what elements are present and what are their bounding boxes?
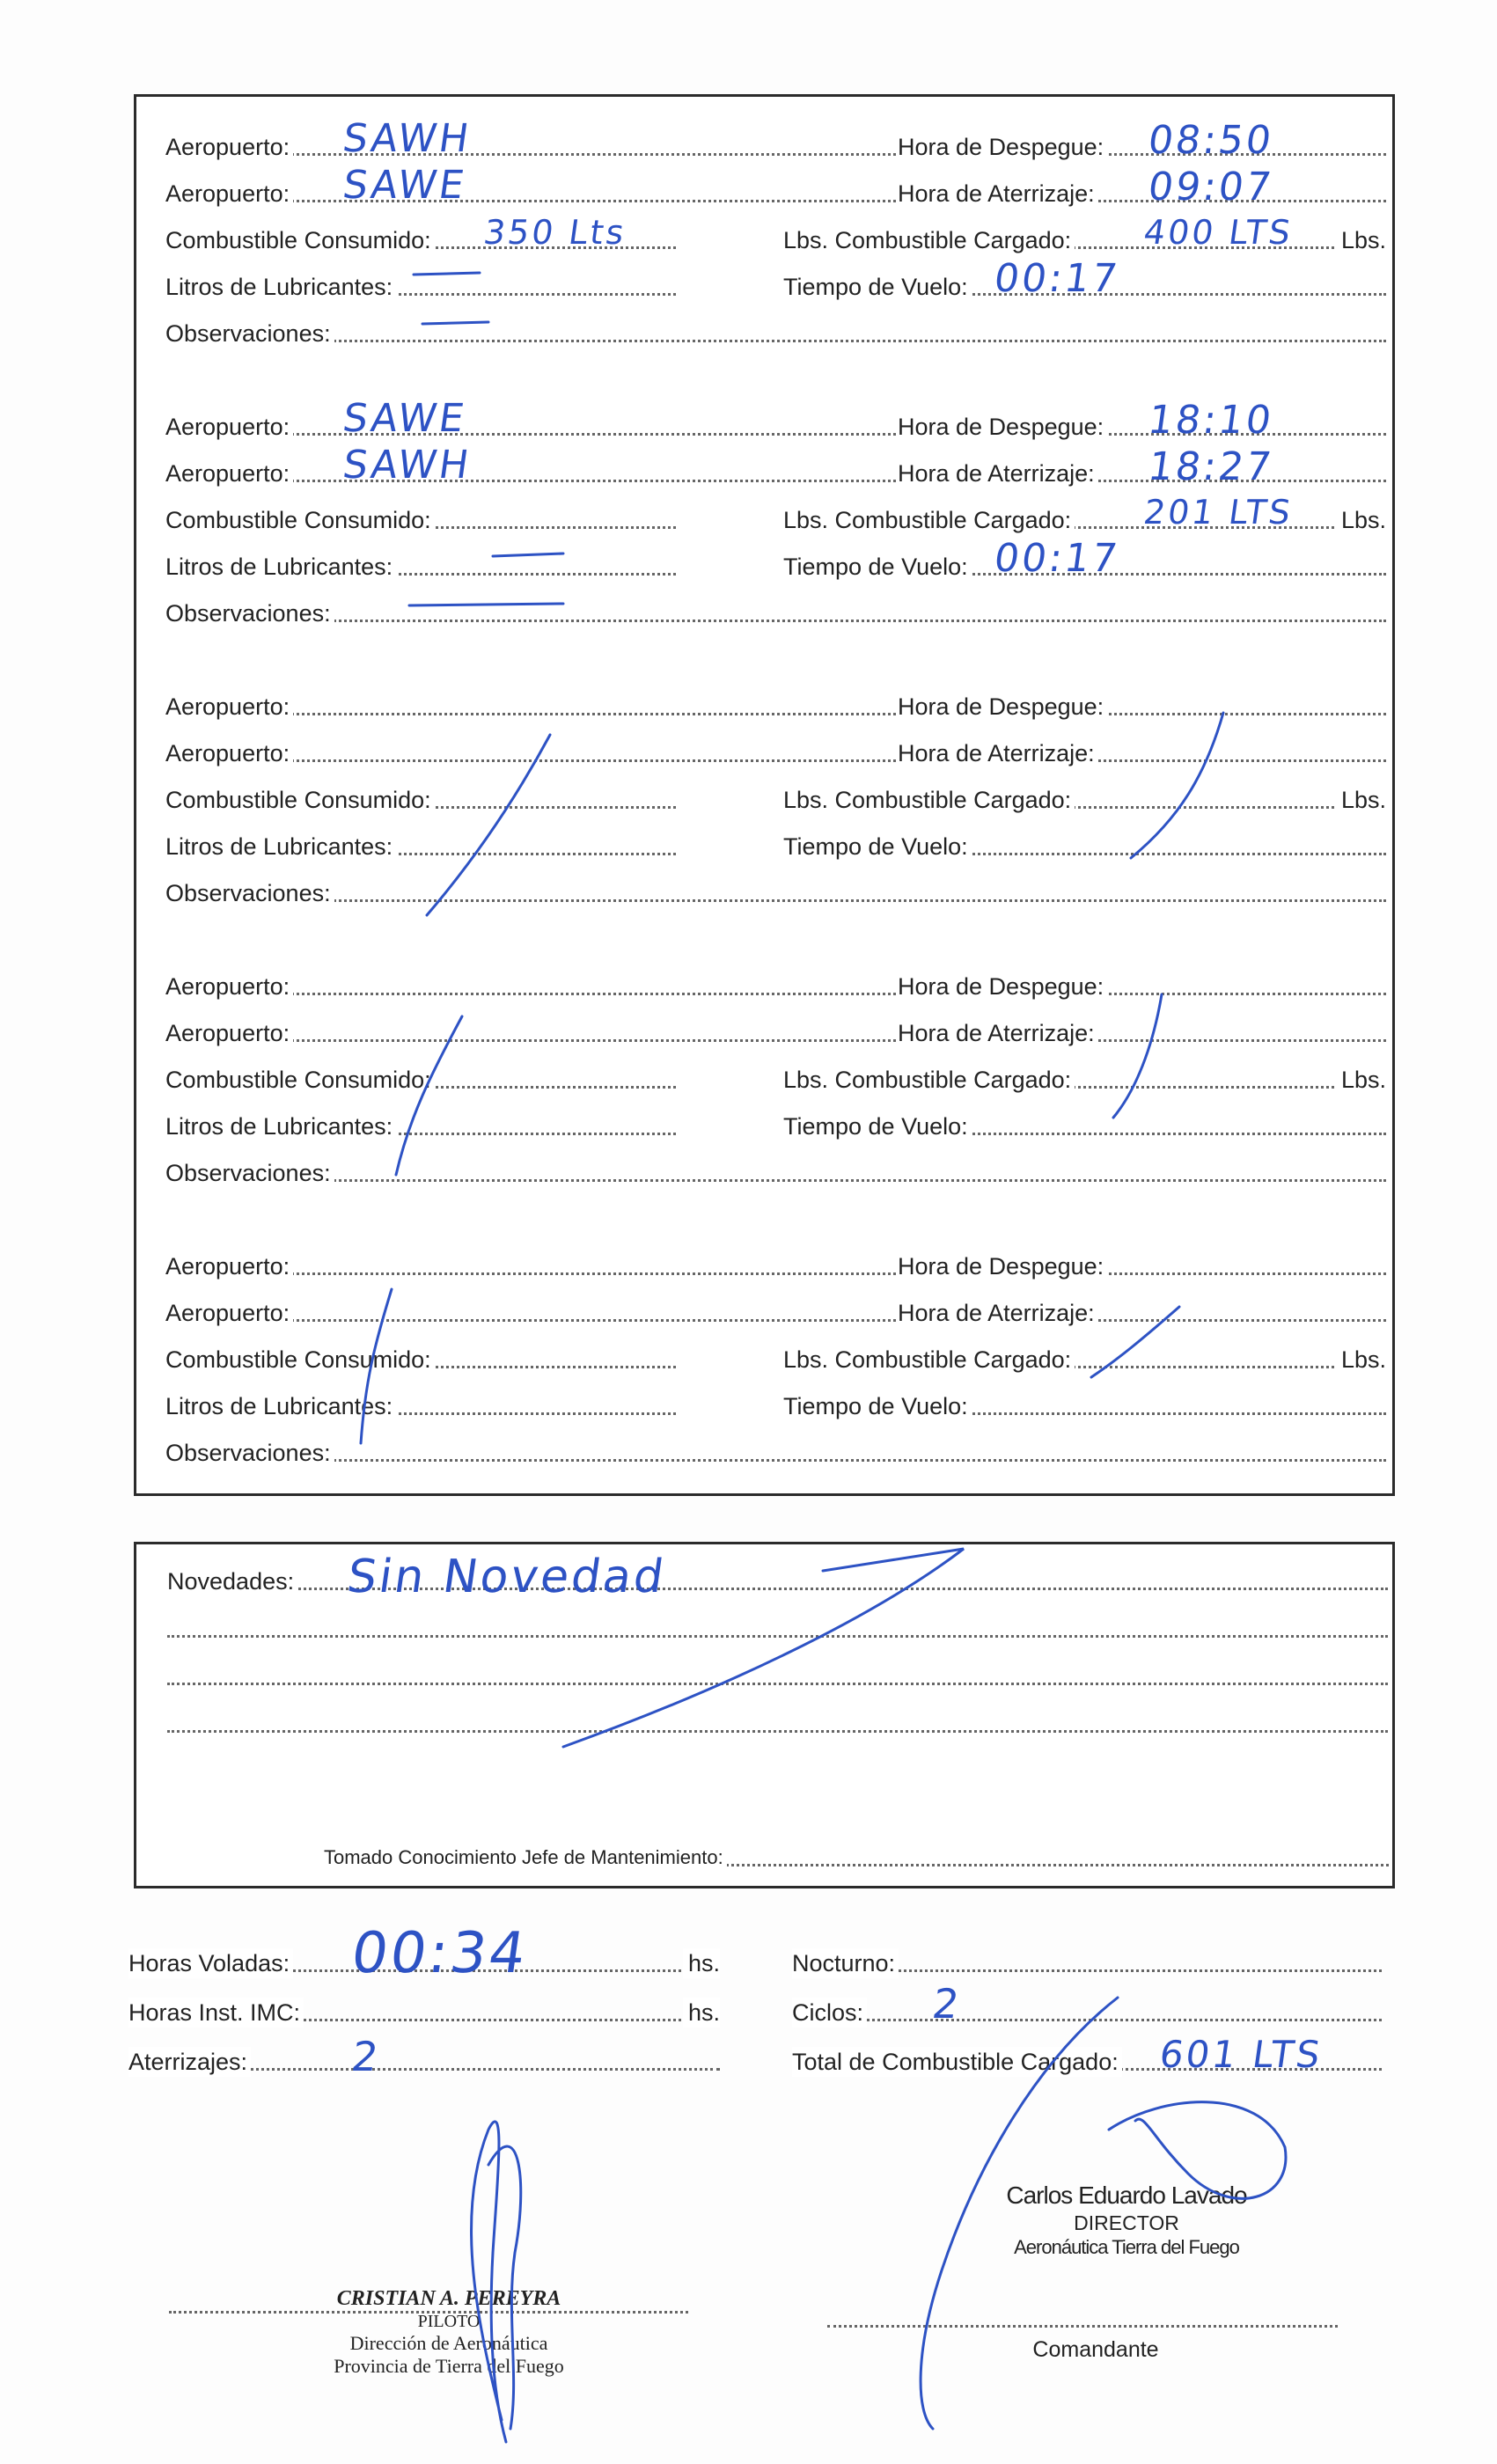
flight-time-field[interactable]: Tiempo de Vuelo: — [783, 832, 1386, 862]
novedades-value: Sin Novedad — [343, 1551, 670, 1603]
airport-2-field[interactable]: Aeropuerto: — [165, 738, 896, 768]
director-stamp — [959, 2181, 1294, 2260]
lubricants-field[interactable]: Litros de Lubricantes: — [165, 272, 676, 302]
fuel-consumed-field[interactable]: Combustible Consumido: — [165, 225, 676, 255]
takeoff-field[interactable]: Hora de Despegue: — [898, 412, 1386, 442]
observations-field[interactable]: Observaciones: — [165, 319, 1386, 348]
airport-1-field[interactable]: Aeropuerto: — [165, 412, 896, 442]
landing-value: 18:27 — [1145, 444, 1277, 489]
lubricants-field[interactable]: Litros de Lubricantes: — [165, 832, 676, 862]
fuel-loaded-field[interactable]: Lbs. Combustible Cargado: Lbs. — [783, 1346, 1386, 1373]
fuel-consumed-field[interactable]: Combustible Consumido: — [165, 505, 676, 535]
fuel-consumed-field[interactable]: Combustible Consumido: — [165, 1345, 676, 1375]
cycles-field[interactable] — [792, 1998, 1382, 2028]
lubricants-field[interactable]: Litros de Lubricantes: — [165, 1391, 676, 1421]
flight-time-field[interactable]: Tiempo de Vuelo: — [783, 1391, 1386, 1421]
airport-1-field[interactable]: Aeropuerto: — [165, 1251, 896, 1281]
novedades-label: Novedades: — [167, 1566, 297, 1596]
lubricants-field[interactable]: Litros de Lubricantes: — [165, 552, 676, 582]
hours-flown-unit: hs. — [683, 1948, 720, 1978]
airport-1-field[interactable]: Aeropuerto: — [165, 972, 896, 1001]
novedades-line-2[interactable] — [167, 1614, 1388, 1644]
commander-label: Comandante — [1032, 2337, 1159, 2362]
hours-flown-value: 00:34 — [347, 1921, 532, 1986]
hours-imc-label: Horas Inst. IMC: — [128, 1998, 304, 2028]
maintenance-field[interactable] — [324, 1843, 1389, 1873]
flight-time-field[interactable]: Tiempo de Vuelo: — [783, 1111, 1386, 1141]
maintenance-label: Tomado Conocimiento Jefe de Mantenimiento: — [324, 1843, 727, 1873]
landings-label: Aterrizajes: — [128, 2047, 251, 2077]
total-fuel-value: 601 LTS — [1156, 2033, 1325, 2076]
flight-time-value: 00:17 — [991, 256, 1123, 301]
fuel-loaded-field[interactable]: Lbs. Combustible Cargado: Lbs. — [783, 507, 1386, 533]
flight-time-value: 00:17 — [991, 536, 1123, 581]
pilot-org-1: Dirección de Aeronáutica — [349, 2332, 548, 2354]
takeoff-value: 08:50 — [1145, 118, 1277, 163]
pilot-name: CRISTIAN A. PEREYRA — [336, 2287, 561, 2310]
observations-field[interactable]: Observaciones: — [165, 1158, 1386, 1188]
takeoff-field[interactable]: Hora de Despegue: — [898, 1251, 1386, 1281]
takeoff-field[interactable]: Hora de Despegue: — [898, 972, 1386, 1001]
landing-field[interactable]: Hora de Aterrizaje: — [898, 1018, 1386, 1048]
airport-2-field[interactable]: Aeropuerto: — [165, 179, 896, 209]
hours-imc-unit: hs. — [683, 1998, 720, 2028]
fuel-loaded-field[interactable]: Lbs. Combustible Cargado: Lbs. — [783, 1067, 1386, 1093]
takeoff-field[interactable]: Hora de Despegue: — [898, 132, 1386, 162]
airport-1-field[interactable]: Aeropuerto: — [165, 132, 896, 162]
total-fuel-label: Total de Combustible Cargado: — [792, 2047, 1122, 2077]
cycles-label: Ciclos: — [792, 1998, 867, 2028]
night-label: Nocturno: — [792, 1948, 899, 1978]
director-title: DIRECTOR — [1074, 2211, 1179, 2234]
observations-field[interactable]: Observaciones: — [165, 1438, 1386, 1468]
airport-2-field[interactable]: Aeropuerto: — [165, 458, 896, 488]
landing-field[interactable]: Hora de Aterrizaje: — [898, 179, 1386, 209]
airport-2-value: SAWE — [340, 163, 470, 208]
landings-value: 2 — [349, 2033, 385, 2080]
flight-time-field[interactable]: Tiempo de Vuelo: — [783, 552, 1386, 582]
night-field[interactable] — [792, 1948, 1382, 1978]
pilot-signature — [472, 2122, 521, 2442]
landing-value: 09:07 — [1145, 165, 1277, 209]
landing-field[interactable]: Hora de Aterrizaje: — [898, 1298, 1386, 1328]
airport-2-value: SAWH — [340, 443, 474, 488]
takeoff-field[interactable]: Hora de Despegue: — [898, 692, 1386, 722]
landing-field[interactable]: Hora de Aterrizaje: — [898, 738, 1386, 768]
fuel-consumed-field[interactable]: Combustible Consumido: — [165, 785, 676, 815]
takeoff-value: 18:10 — [1145, 398, 1277, 443]
pilot-org-2: Provincia de Tierra del Fuego — [334, 2355, 564, 2377]
observations-field[interactable]: Observaciones: — [165, 598, 1386, 628]
fuel-loaded-field[interactable]: Lbs. Combustible Cargado: Lbs. — [783, 787, 1386, 813]
landings-field[interactable] — [128, 2047, 720, 2077]
cycles-value: 2 — [929, 1980, 965, 2028]
fuel-loaded-value: 201 LTS — [1141, 493, 1295, 532]
hours-imc-field[interactable] — [128, 1998, 720, 2028]
pilot-stamp — [264, 2286, 634, 2378]
fuel-loaded-value: 400 LTS — [1141, 213, 1295, 252]
observations-field[interactable]: Observaciones: — [165, 878, 1386, 908]
novedades-line-3[interactable] — [167, 1661, 1388, 1691]
lubricants-field[interactable]: Litros de Lubricantes: — [165, 1111, 676, 1141]
novedades-line-4[interactable] — [167, 1709, 1388, 1739]
hours-flown-label: Horas Voladas: — [128, 1948, 293, 1978]
airport-1-value: SAWH — [340, 116, 474, 161]
director-org: Aeronáutica Tierra del Fuego — [1014, 2236, 1239, 2258]
airport-1-value: SAWE — [340, 396, 470, 441]
landing-field[interactable]: Hora de Aterrizaje: — [898, 458, 1386, 488]
fuel-consumed-value: 350 Lts — [481, 213, 629, 252]
airport-1-field[interactable]: Aeropuerto: — [165, 692, 896, 722]
commander-signature-line — [827, 2325, 1338, 2328]
pilot-title: PILOTO — [417, 2312, 481, 2331]
airport-2-field[interactable]: Aeropuerto: — [165, 1018, 896, 1048]
director-name: Carlos Eduardo Lavado — [1006, 2182, 1247, 2209]
airport-2-field[interactable]: Aeropuerto: — [165, 1298, 896, 1328]
fuel-loaded-field[interactable]: Lbs. Combustible Cargado: Lbs. — [783, 227, 1386, 253]
flight-time-field[interactable]: Tiempo de Vuelo: — [783, 272, 1386, 302]
fuel-consumed-field[interactable]: Combustible Consumido: — [165, 1065, 676, 1095]
